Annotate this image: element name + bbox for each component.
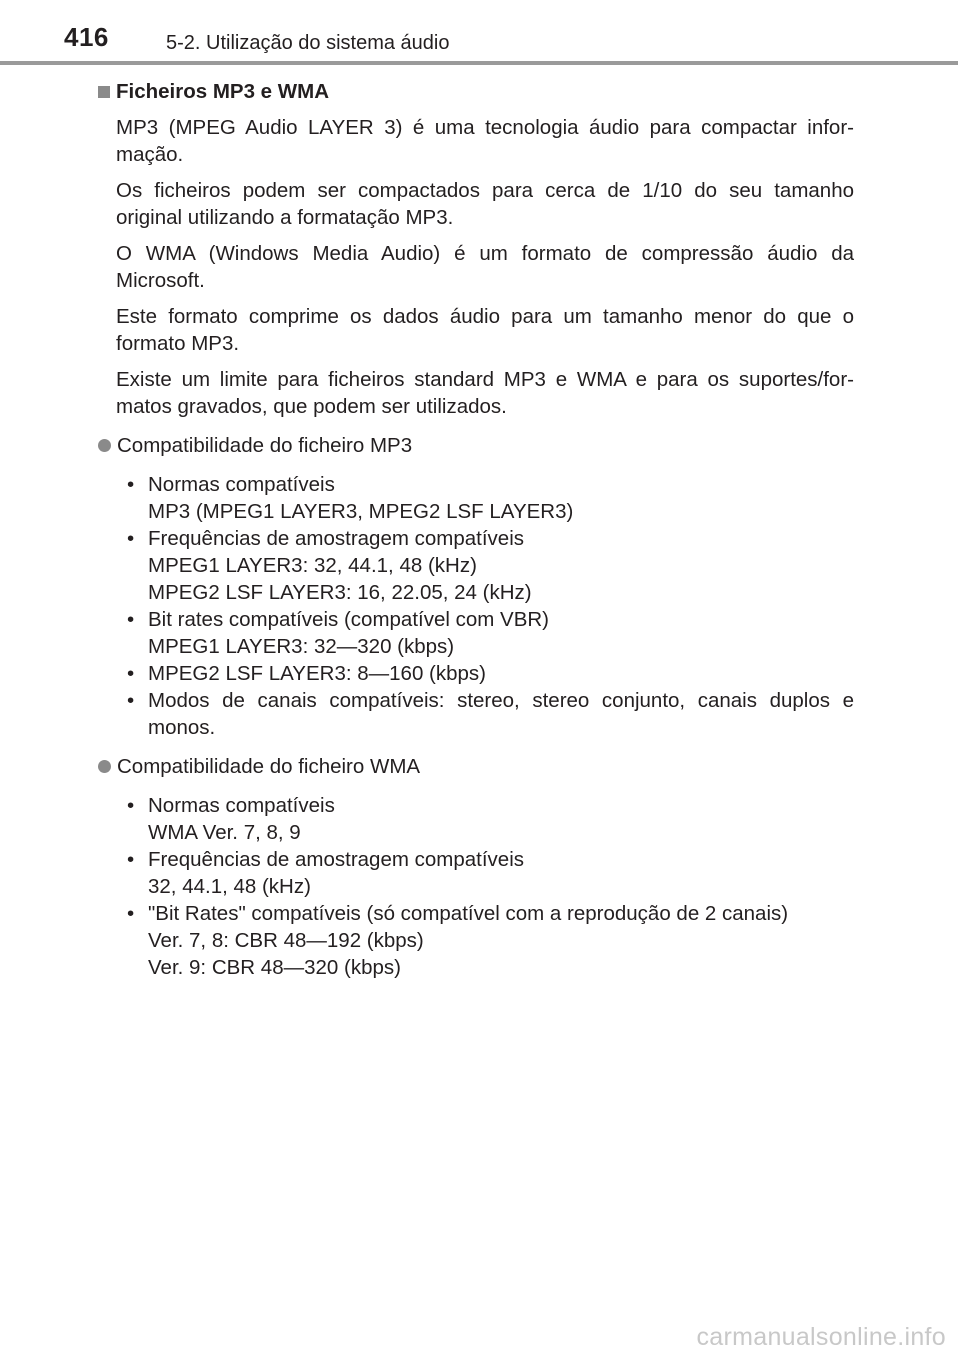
page-header [0,0,960,66]
list-item-text: MPEG2 LSF LAYER3: 8—160 (kbps) [148,662,487,685]
paragraph-compression: Os ficheiros podem ser compactados para cerca de 1/10 do seu tamanho original utilizando a formatação MP3. [116,179,854,229]
bullet-icon: • [127,662,135,685]
list-item [127,606,854,660]
bullet-icon: • [127,689,135,712]
list-item [127,525,854,606]
list-item-detail: MPEG2 LSF LAYER3: 16, 22.05, 24 (kHz) [148,581,532,604]
bullet-icon: • [127,608,135,631]
list-item [127,687,854,741]
list-item-detail: Ver. 9: CBR 48—320 (kbps) [148,956,401,979]
bullet-icon: • [127,527,135,550]
square-bullet-icon [98,86,110,98]
list-item-detail: MP3 (MPEG1 LAYER3, MPEG2 LSF LAYER3) [148,500,574,523]
list-item-text: Modos de canais compatíveis: stereo, stereo conjunto, canais duplos e monos. [148,689,854,739]
list-item [127,900,854,981]
paragraph-mp3-intro: MP3 (MPEG Audio LAYER 3) é uma tecnologia áudio para compactar infor-mação. [116,116,854,166]
circle-bullet-icon [98,439,111,452]
list-item [127,660,854,687]
list-item-text: Bit rates compatíveis (compatível com VBR) [148,608,550,631]
wma-compatibility-title: Compatibilidade do ficheiro WMA [117,755,421,778]
bullet-icon: • [127,794,135,817]
section-heading [96,78,854,105]
paragraph-wma-size: Este formato comprime os dados áudio para um tamanho menor do que o formato MP3. [116,305,854,355]
bullet-icon: • [127,473,135,496]
wma-compatibility-heading [96,753,854,780]
list-item-text: Frequências de amostragem compatíveis [148,527,525,550]
list-item-text: Frequências de amostragem compatíveis [148,848,525,871]
bullet-icon: • [127,902,135,925]
list-item-detail: 32, 44.1, 48 (kHz) [148,875,311,898]
bullet-icon: • [127,848,135,871]
paragraph-wma-intro: O WMA (Windows Media Audio) é um formato de compressão áudio da Microsoft. [116,242,854,292]
page-number: 416 [64,22,109,52]
list-item [127,471,854,525]
circle-bullet-icon [98,760,111,773]
list-item-detail: WMA Ver. 7, 8, 9 [148,821,301,844]
header-rule [0,61,958,65]
wma-spec-list [96,792,854,981]
list-item-detail: MPEG1 LAYER3: 32—320 (kbps) [148,635,455,658]
list-item [127,846,854,900]
list-item-text: Normas compatíveis [148,794,335,817]
list-item-detail: MPEG1 LAYER3: 32, 44.1, 48 (kHz) [148,554,477,577]
list-item-detail: Ver. 7, 8: CBR 48—192 (kbps) [148,929,424,952]
section-title: 5-2. Utilização do sistema áudio [166,32,450,54]
list-item-text: Normas compatíveis [148,473,335,496]
mp3-compatibility-heading [96,432,854,459]
list-item [127,792,854,846]
footer-watermark: carmanualsonline.info [696,1323,946,1351]
paragraph-limits: Existe um limite para ficheiros standard MP3 e WMA e para os suportes/for-matos gravados, que podem ser utilizados. [116,368,854,418]
list-item-text: "Bit Rates" compatíveis (só compatível com a reprodução de 2 canais) [148,902,789,925]
section-heading-text: Ficheiros MP3 e WMA [116,80,330,103]
page-content [96,78,854,981]
mp3-compatibility-title: Compatibilidade do ficheiro MP3 [117,434,413,457]
mp3-spec-list [96,471,854,741]
